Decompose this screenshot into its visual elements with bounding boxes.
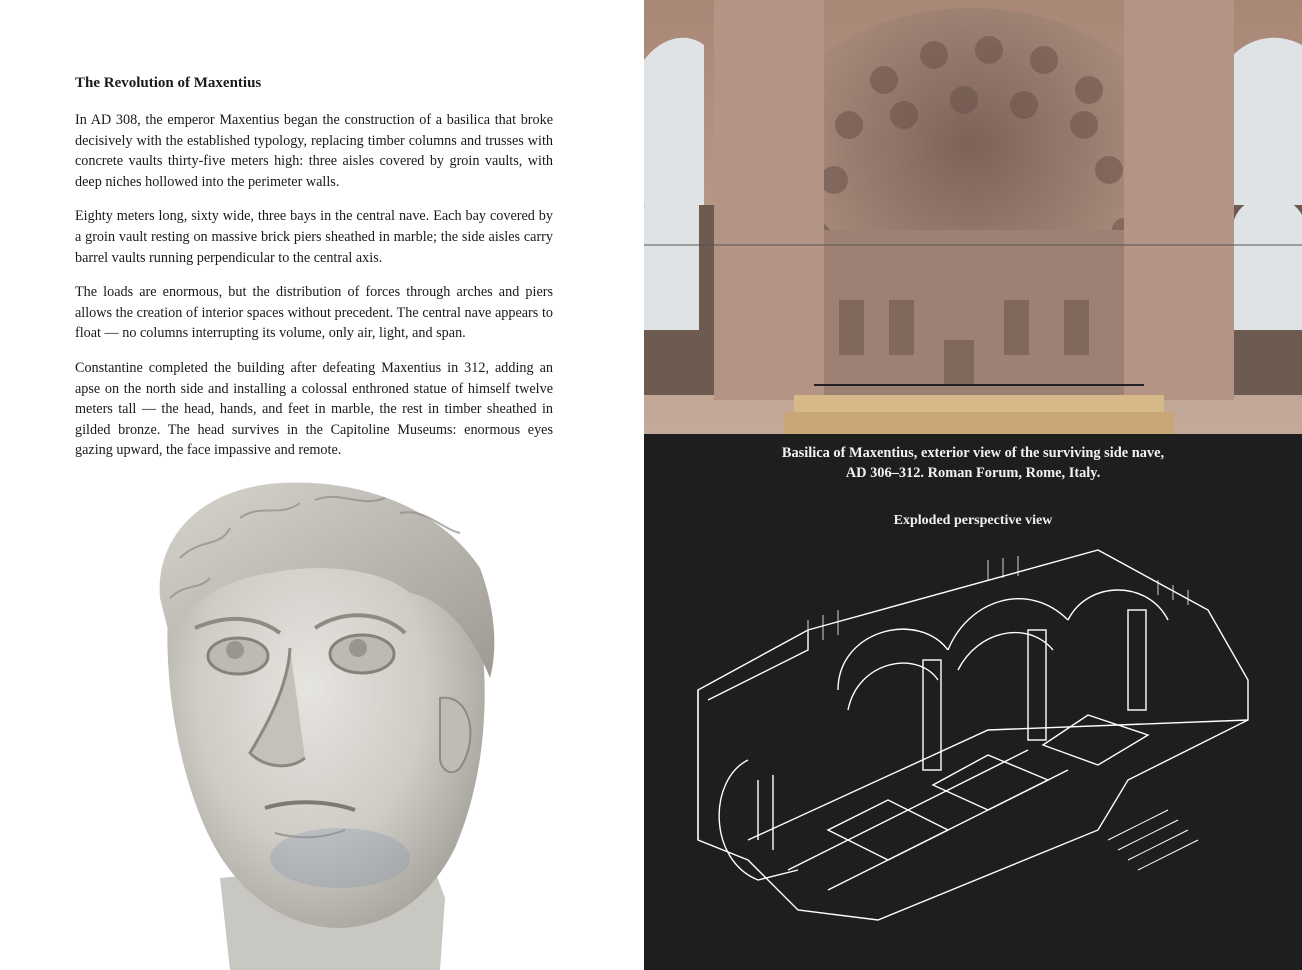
drawing-outer-wall [698,550,1248,920]
article [75,73,553,475]
constantine-head-image [140,478,510,970]
drawing-pier-2 [1028,630,1046,740]
drawing-vault-arch-3 [1068,590,1168,620]
article-paragraph-3: The loads are enormous, but the distribution of forces through arches and piers allows the creation of interior spaces without precedent. The central nave appears to float — no columns interrupting its volume, only air, light, and span. [75,284,553,342]
left-page [0,0,644,970]
article-paragraph-4: Constantine completed the building after defeating Maxentius in 312, adding an apse on the north side and installing a colossal enthroned statue of himself twelve meters tall — the head, hands, and feet in marble, the rest in timber sheathed in gilded bronze. The head survives in the Capitoline Museums: enormous eyes gazing upward, the face impassive and remote. [75,359,553,459]
photo-caption-line-2: AD 306–312. Roman Forum, Rome, Italy. [845,465,1101,481]
basilica-photo [644,0,1302,434]
photo-caption-line-1: Basilica of Maxentius, exterior view of the surviving side nave, [781,445,1165,461]
article-title: The Revolution of Maxentius [75,75,262,91]
drawing-vault-arch-2 [948,599,1068,650]
article-paragraph-2: Eighty meters long, sixty wide, three bays in the central nave. Each bay covered by a groin vault resting on massive brick piers sheathed in marble; the side aisles carry barrel vaults running perpendicular to the central axis. [75,208,553,266]
drawing-title: Exploded perspective view [893,513,1053,528]
drawing-stairs [1108,810,1198,870]
drawing-pier-3 [1128,610,1146,710]
right-page [644,0,1302,970]
photo-caption [644,443,1302,483]
exploded-perspective-drawing [688,540,1264,930]
article-paragraph-1: In AD 308, the emperor Maxentius began the construction of a basilica that broke decisively with the established typology, replacing timber columns and trusses with concrete vaults thirty-five meters high: three aisles covered by groin vaults, with deep niches hollowed into the perimeter walls. [75,112,553,190]
